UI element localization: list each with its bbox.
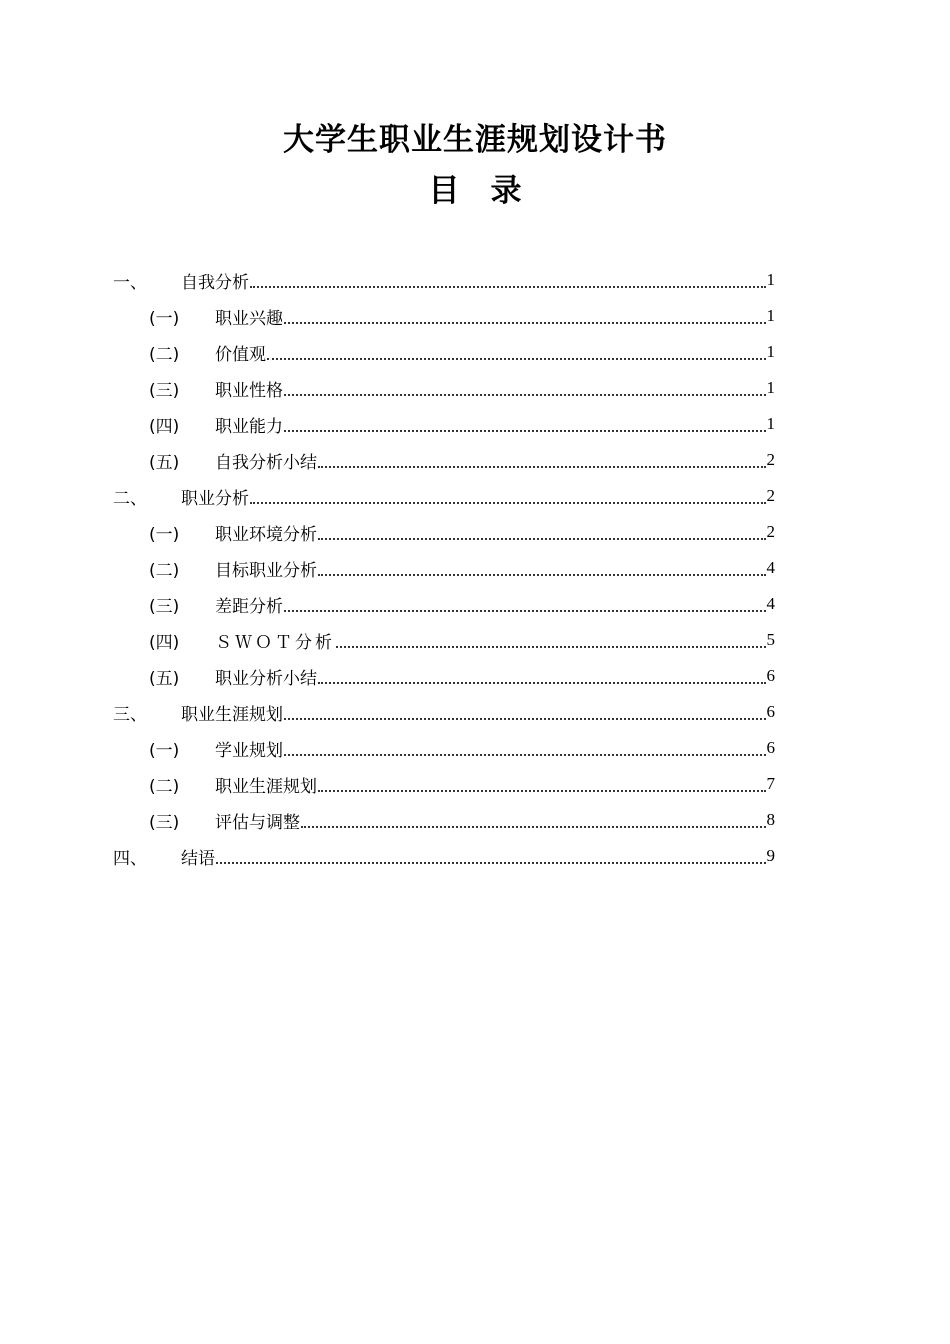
- toc-entry-number: (四): [149, 416, 180, 437]
- dot-leader: [336, 645, 766, 648]
- toc-entry-number: (三): [149, 812, 180, 833]
- toc-entry-page: 1: [766, 342, 775, 361]
- toc-entry-label: 职业性格: [215, 380, 283, 401]
- toc-entry-career-analysis-summary[interactable]: [113, 658, 775, 694]
- toc-entry-evaluation-adjustment[interactable]: [113, 802, 775, 838]
- toc-entry-page: 2: [766, 522, 775, 541]
- dot-leader: [318, 465, 766, 468]
- toc-entry-page: 2: [766, 486, 775, 505]
- toc-entry-page: 5: [766, 630, 775, 649]
- dot-leader: [284, 609, 766, 612]
- dot-leader: [267, 357, 766, 360]
- toc-entry-number: (二): [149, 776, 180, 797]
- toc-entry-page: 1: [766, 378, 775, 397]
- toc-entry-page: 6: [766, 702, 775, 721]
- toc-entry-target-career-analysis[interactable]: [113, 550, 775, 586]
- dot-leader: [284, 393, 766, 396]
- dot-leader: [284, 321, 766, 324]
- toc-entry-label: 差距分析: [215, 596, 283, 617]
- toc-entry-career-personality[interactable]: [113, 370, 775, 406]
- toc-entry-number: 一、: [113, 272, 147, 293]
- toc-entry-number: (三): [149, 596, 180, 617]
- toc-entry-page: 2: [766, 450, 775, 469]
- toc-entry-page: 9: [766, 846, 775, 865]
- toc-entry-page: 4: [766, 558, 775, 577]
- dot-leader: [284, 717, 766, 720]
- dot-leader: [284, 429, 766, 432]
- toc-entry-label: 职业能力: [215, 416, 283, 437]
- toc-entry-number: 三、: [113, 704, 147, 725]
- toc-entry-number: 二、: [113, 488, 147, 509]
- toc-entry-swot-analysis[interactable]: [113, 622, 775, 658]
- table-of-contents: [113, 262, 775, 874]
- toc-entry-number: (一): [149, 524, 180, 545]
- toc-entry-page: 4: [766, 594, 775, 613]
- toc-entry-page: 6: [766, 666, 775, 685]
- toc-entry-career-interest[interactable]: [113, 298, 775, 334]
- dot-leader: [318, 573, 766, 576]
- dot-leader: [318, 789, 766, 792]
- toc-entry-page: 1: [766, 306, 775, 325]
- toc-entry-career-analysis[interactable]: [113, 478, 775, 514]
- toc-entry-number: (一): [149, 308, 180, 329]
- dot-leader: [301, 825, 766, 828]
- dot-leader: [216, 861, 766, 864]
- toc-entry-label: 自我分析: [181, 272, 249, 293]
- toc-entry-page: 7: [766, 774, 775, 793]
- toc-entry-label: 目标职业分析: [215, 560, 317, 581]
- toc-entry-label: 评估与调整: [215, 812, 300, 833]
- toc-entry-number: (一): [149, 740, 180, 761]
- toc-entry-career-planning[interactable]: [113, 694, 775, 730]
- toc-entry-label: 职业生涯规划: [215, 776, 317, 797]
- toc-entry-label: 职业环境分析: [215, 524, 317, 545]
- dot-leader: [318, 681, 766, 684]
- toc-entry-number: (四): [149, 632, 180, 653]
- toc-entry-page: 1: [766, 270, 775, 289]
- dot-leader: [318, 537, 766, 540]
- toc-entry-number: (二): [149, 560, 180, 581]
- toc-entry-number: (五): [149, 452, 180, 473]
- toc-heading: 目 录: [428, 173, 522, 209]
- toc-entry-page: 1: [766, 414, 775, 433]
- toc-entry-label: 职业兴趣: [215, 308, 283, 329]
- dot-leader: [250, 501, 766, 504]
- toc-entry-label: 结语: [181, 848, 215, 869]
- toc-entry-self-analysis-summary[interactable]: [113, 442, 775, 478]
- document-title: 大学生职业生涯规划设计书: [283, 122, 667, 158]
- toc-entry-label: ＳＷＯＴ分析: [215, 632, 335, 653]
- toc-entry-label: 职业生涯规划: [181, 704, 283, 725]
- toc-entry-career-ability[interactable]: [113, 406, 775, 442]
- dot-leader: [284, 753, 766, 756]
- toc-entry-label: 学业规划: [215, 740, 283, 761]
- toc-entry-gap-analysis[interactable]: [113, 586, 775, 622]
- toc-entry-label: 自我分析小结: [215, 452, 317, 473]
- toc-entry-label: 价值观: [215, 344, 266, 365]
- toc-entry-page: 6: [766, 738, 775, 757]
- toc-entry-label: 职业分析: [181, 488, 249, 509]
- toc-entry-conclusion[interactable]: [113, 838, 775, 874]
- toc-entry-label: 职业分析小结: [215, 668, 317, 689]
- toc-entry-number: 四、: [113, 848, 147, 869]
- toc-entry-number: (二): [149, 344, 180, 365]
- toc-entry-self-analysis[interactable]: [113, 262, 775, 298]
- dot-leader: [250, 285, 766, 288]
- toc-entry-career-path-planning[interactable]: [113, 766, 775, 802]
- toc-entry-values[interactable]: [113, 334, 775, 370]
- toc-entry-academic-planning[interactable]: [113, 730, 775, 766]
- toc-entry-career-environment-analysis[interactable]: [113, 514, 775, 550]
- toc-entry-page: 8: [766, 810, 775, 829]
- toc-entry-number: (三): [149, 380, 180, 401]
- toc-entry-number: (五): [149, 668, 180, 689]
